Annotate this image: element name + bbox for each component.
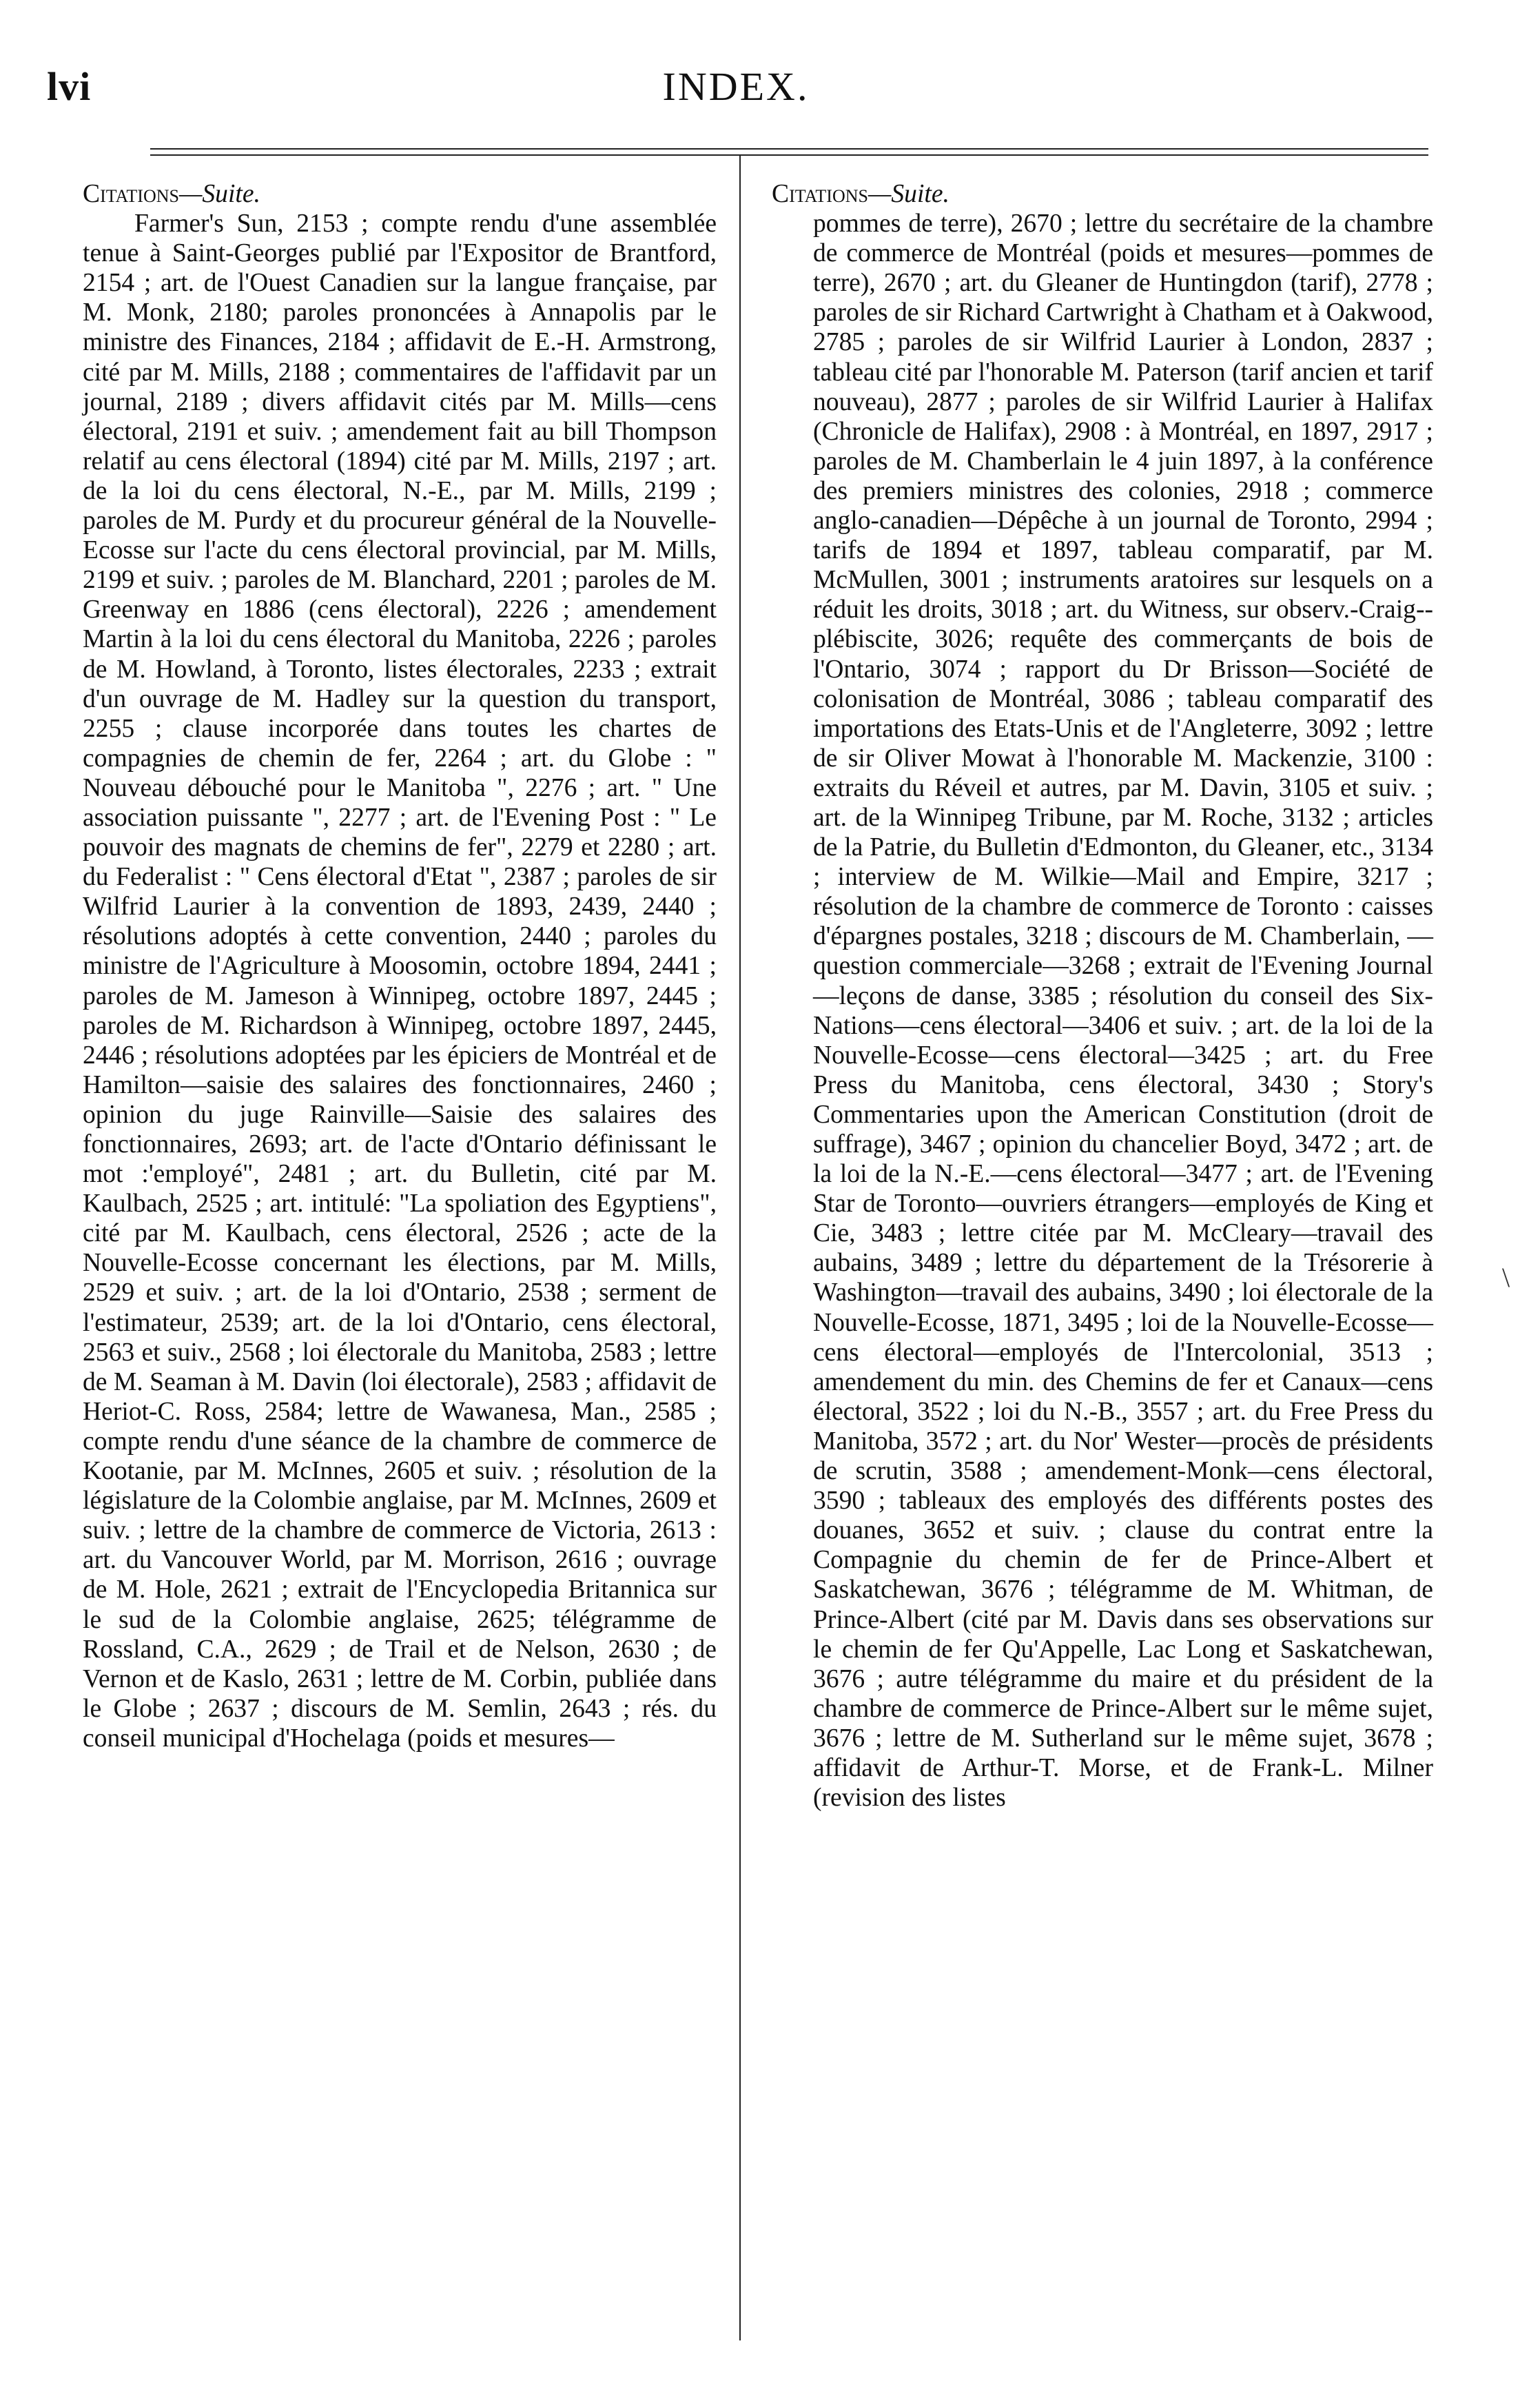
- column-divider: [739, 156, 741, 2340]
- margin-mark: \: [1502, 1262, 1510, 1293]
- left-column-text: Farmer's Sun, 2153 ; compte rendu d'une assemblée tenue à Saint-Georges publié par l'Expositor de Brantford, 2154 ; art. de l'Ouest Canadien sur la langue française, par M. Monk, 2180; paroles prononcées à Annapolis par le ministre des Finances, 2184 ; affidavit de E.-H. Armstrong, cité par M. Mills, 2188 ; commentaires de l'affidavit par un journal, 2189 ; divers affidavit cités par M. Mills—cens électoral, 2191 et suiv. ; amendement fait au bill Thompson relatif au cens électoral (1894) cité par M. Mills, 2197 ; art. de la loi du cens électoral, N.-E., par M. Mills, 2199 ; paroles de M. Purdy et du procureur général de la Nouvelle-Ecosse sur l'acte du cens électoral provincial, par M. Mills, 2199 et suiv. ; paroles de M. Blanchard, 2201 ; paroles de M. Greenway en 1886 (cens électoral), 2226 ; amendement Martin à la loi du cens électoral du Manitoba, 2226 ; paroles de M. Howland, à Toronto, listes électorales, 2233 ; extrait d'un ouvrage de M. Hadley sur la question du transport, 2255 ; clause incorporée dans toutes les chartes de compagnies de chemin de fer, 2264 ; art. du Globe : " Nouveau débouché pour le Manitoba ", 2276 ; art. " Une association puissante ", 2277 ; art. de l'Evening Post : " Le pouvoir des magnats de chemins de fer", 2279 et 2280 ; art. du Federalist : " Cens électoral d'Etat ", 2387 ; paroles de sir Wilfrid Laurier à la convention de 1893, 2439, 2440 ; résolutions adoptés à cette convention, 2440 ; paroles du ministre de l'Agriculture à Moosomin, octobre 1894, 2441 ; paroles de M. Jameson à Winnipeg, octobre 1897, 2445 ; paroles de M. Richardson à Winnipeg, octobre 1897, 2445, 2446 ; résolutions adoptées par les épiciers de Montréal et de Hamilton—saisie des salaires des fonctionnaires, 2460 ; opinion du juge Rainville—Saisie des salaires des fonctionnaires, 2693; art. de l'acte d'Ontario définissant le mot :'employé", 2481 ; art. du Bulletin, cité par M. Kaulbach, 2525 ; art. intitulé: "La spoliation des Egyptiens", cité par M. Kaulbach, cens électoral, 2526 ; acte de la Nouvelle-Ecosse concernant les élections, par M. Mills, 2529 et suiv. ; art. de la loi d'Ontario, 2538 ; serment de l'estimateur, 2539; art. de la loi d'Ontario, cens électoral, 2563 et suiv., 2568 ; loi électorale du Manitoba, 2583 ; lettre de M. Seaman à M. Davin (loi électorale), 2583 ; affidavit de Heriot-C. Ross, 2584; lettre de Wawanesa, Man., 2585 ; compte rendu d'une séance de la chambre de commerce de Kootanie, par M. McInnes, 2605 et suiv. ; résolution de la législature de la Colombie anglaise, par M. McInnes, 2609 et suiv. ; lettre de la chambre de commerce de Victoria, 2613 : art. du Vancouver World, par M. Morrison, 2616 ; ouvrage de M. Hole, 2621 ; extrait de l'Encyclopedia Britannica sur le sud de la Colombie anglaise, 2625; télégramme de Rossland, C.A., 2629 ; de Trail et de Nelson, 2630 ; de Vernon et de Kaslo, 2631 ; lettre de M. Corbin, publiée dans le Globe ; 2637 ; discours de M. Semlin, 2643 ; rés. du conseil municipal d'Hochelaga (poids et mesures—: [83, 210, 717, 1753]
- left-column: [83, 179, 717, 1753]
- right-heading-word: Citations: [772, 180, 868, 208]
- running-head: INDEX.: [662, 64, 810, 109]
- left-heading-word: Citations: [83, 180, 179, 208]
- header-rule-bottom: [150, 154, 1428, 156]
- right-column: [772, 179, 1433, 1813]
- left-column-heading: [83, 179, 717, 209]
- right-column-heading: [772, 179, 1433, 209]
- header-rule-top: [150, 148, 1428, 150]
- right-column-text: pommes de terre), 2670 ; lettre du secrétaire de la chambre de commerce de Montréal (poids et mesures—pommes de terre), 2670 ; art. du Gleaner de Huntingdon (tarif), 2778 ; paroles de sir Richard Cartwright à Chatham et à Oakwood, 2785 ; paroles de sir Wilfrid Laurier à London, 2837 ; tableau cité par l'honorable M. Paterson (tarif ancien et tarif nouveau), 2877 ; paroles de sir Wilfrid Laurier à Halifax (Chronicle de Halifax), 2908 : à Montréal, en 1897, 2917 ; paroles de M. Chamberlain le 4 juin 1897, à la conférence des premiers ministres des colonies, 2918 ; commerce anglo-canadien—Dépêche à un journal de Toronto, 2994 ; tarifs de 1894 et 1897, tableau comparatif, par M. McMullen, 3001 ; instruments aratoires sur lesquels on a réduit les droits, 3018 ; art. du Witness, sur observ.-Craig--plébiscite, 3026; requête des commerçants de bois de l'Ontario, 3074 ; rapport du Dr Brisson—Société de colonisation de Montréal, 3086 ; tableau comparatif des importations des Etats-Unis et de l'Angleterre, 3092 ; lettre de sir Oliver Mowat à l'honorable M. Mackenzie, 3100 : extraits du Réveil et autres, par M. Davin, 3105 et suiv. ; art. de la Winnipeg Tribune, par M. Roche, 3132 ; articles de la Patrie, du Bulletin d'Edmonton, du Gleaner, etc., 3134 ; interview de M. Wilkie—Mail and Empire, 3217 ; résolution de la chambre de commerce de Toronto : caisses d'épargnes postales, 3218 ; discours de M. Chamberlain, —question commerciale—3268 ; extrait de l'Evening Journal—leçons de danse, 3385 ; résolution du conseil des Six-Nations—cens électoral—3406 et suiv. ; art. de la loi de la Nouvelle-Ecosse—cens électoral—3425 ; art. du Free Press du Manitoba, cens électoral, 3430 ; Story's Commentaries upon the American Constitution (droit de suffrage), 3467 ; opinion du chancelier Boyd, 3472 ; art. de la loi de la N.-E.—cens électoral—3477 ; art. de l'Evening Star de Toronto—ouvriers étrangers—employés de King et Cie, 3483 ; lettre citée par M. McCleary—travail des aubains, 3489 ; lettre du département de la Trésorerie à Washington—travail des aubains, 3490 ; loi électorale de la Nouvelle-Ecosse, 1871, 3495 ; loi de la Nouvelle-Ecosse—cens électoral—employés de l'Intercolonial, 3513 ; amendement du min. des Chemins de fer et Canaux—cens électoral, 3522 ; loi du N.-B., 3557 ; art. du Free Press du Manitoba, 3572 ; art. du Nor' Wester—procès de présidents de scrutin, 3588 ; amendement-Monk—cens électoral, 3590 ; tableaux des employés des différents postes des douanes, 3652 et suiv. ; clause du contrat entre la Compagnie du chemin de fer de Prince-Albert et Saskatchewan, 3676 ; télégramme de M. Whitman, de Prince-Albert (cité par M. Davis dans ses observations sur le chemin de fer Qu'Appelle, Lac Long et Saskatchewan, 3676 ; autre télégramme du maire et du président de la chambre de commerce de Prince-Albert sur le même sujet, 3676 ; lettre de M. Sutherland sur le même sujet, 3678 ; affidavit de Arthur-T. Morse, et de Frank-L. Milner (revision des listes: [813, 210, 1433, 1813]
- page-header: [47, 63, 1425, 119]
- right-heading-suffix: —Suite.: [867, 180, 949, 208]
- page-number: lvi: [47, 64, 92, 109]
- left-heading-suffix: —Suite.: [178, 180, 260, 208]
